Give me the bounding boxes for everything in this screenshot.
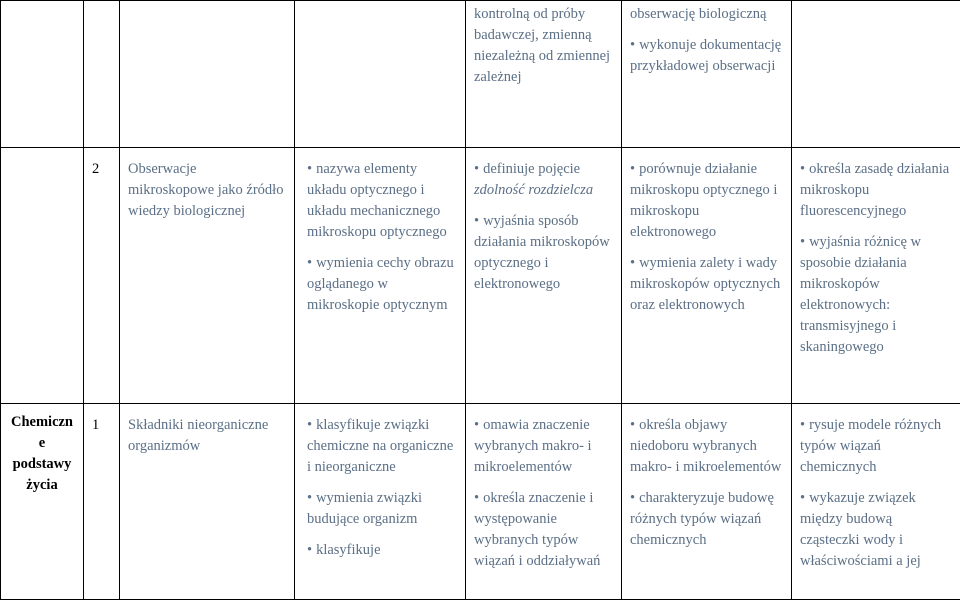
table-cell bbox=[1, 404, 84, 600]
bullet-item: • wykonuje dokumentację przykładowej obserwacji bbox=[630, 35, 783, 77]
bullet-item: • klasyfikuje związki chemiczne na organiczne i nieorganiczne bbox=[307, 415, 457, 478]
table-cell bbox=[466, 1, 622, 148]
topic-title: Składniki nieorganiczne organizmów bbox=[128, 417, 269, 454]
table-cell bbox=[792, 1, 960, 148]
section-title-line: e bbox=[38, 435, 46, 451]
section-title bbox=[1, 404, 83, 496]
table-cell bbox=[84, 404, 120, 600]
table-cell bbox=[622, 404, 792, 600]
bullet-item: • wykazuje związek między budową cząsteczki wody i właściwościami a jej bbox=[800, 488, 952, 572]
bullet-item: • klasyfikuje bbox=[307, 540, 457, 561]
table-cell bbox=[120, 1, 295, 148]
bullet-item: • wymienia związki budujące organizm bbox=[307, 488, 457, 530]
bullet-item: • nazywa elementy układu optycznego i układu mechanicznego mikroskopu optycznego bbox=[307, 159, 457, 243]
bullet-text: definiuje pojęcie bbox=[483, 161, 581, 177]
topic-title: Obserwacje mikroskopowe jako źródło wiedzy biologicznej bbox=[128, 161, 284, 219]
table-cell bbox=[792, 148, 960, 404]
section-title-line: życia bbox=[26, 477, 58, 493]
bullet-item: • wymienia cechy obrazu oglądanego w mikroskopie optycznym bbox=[307, 253, 457, 316]
bullet-item: • wyjaśnia różnicę w sposobie działania mikroskopów elektronowych: transmisyjnego i skaningowego bbox=[800, 232, 952, 358]
row-number: 2 bbox=[92, 161, 100, 177]
bullet-item: • rysuje modele różnych typów wiązań chemicznych bbox=[800, 415, 952, 478]
table-cell bbox=[792, 404, 960, 600]
bullet-item: • określa objawy niedoboru wybranych makro- i mikroelementów bbox=[630, 415, 783, 478]
bullet-item: • porównuje działanie mikroskopu optycznego i mikroskopu elektronowego bbox=[630, 159, 783, 243]
table-cell bbox=[295, 404, 466, 600]
table-row bbox=[1, 148, 960, 404]
table-cell bbox=[466, 404, 622, 600]
italic-term: zdolność rozdzielcza bbox=[474, 182, 594, 198]
table-row bbox=[1, 404, 960, 600]
table-cell bbox=[84, 1, 120, 148]
table-cell bbox=[622, 1, 792, 148]
table-cell bbox=[622, 148, 792, 404]
cell-text: obserwację biologiczną bbox=[630, 6, 767, 22]
bullet-item: • wymienia zalety i wady mikroskopów optycznych oraz elektronowych bbox=[630, 253, 783, 316]
table-cell bbox=[295, 148, 466, 404]
bullet-item: • charakteryzuje budowę różnych typów wiązań chemicznych bbox=[630, 488, 783, 551]
bullet-item: • omawia znaczenie wybranych makro- i mikroelementów bbox=[474, 415, 613, 478]
cell-text: kontrolną od próby badawczej, zmienną niezależną od zmiennej zależnej bbox=[474, 6, 611, 85]
table-cell bbox=[1, 148, 84, 404]
section-title-line: Chemiczn bbox=[10, 414, 73, 430]
table-cell bbox=[466, 148, 622, 404]
bullet-item: • wyjaśnia sposób działania mikroskopów optycznego i elektronowego bbox=[474, 211, 613, 295]
table-row bbox=[1, 1, 960, 148]
table-cell bbox=[120, 148, 295, 404]
row-number: 1 bbox=[92, 417, 100, 433]
bullet-item: • określa znaczenie i występowanie wybranych typów wiązań i oddziaływań bbox=[474, 488, 613, 572]
table-cell bbox=[1, 1, 84, 148]
bullet-item bbox=[474, 159, 613, 201]
table-cell bbox=[84, 148, 120, 404]
section-title-line: podstawy bbox=[12, 456, 72, 472]
table-cell bbox=[120, 404, 295, 600]
table-cell bbox=[295, 1, 466, 148]
bullet-item: • określa zasadę działania mikroskopu fluorescencyjnego bbox=[800, 159, 952, 222]
